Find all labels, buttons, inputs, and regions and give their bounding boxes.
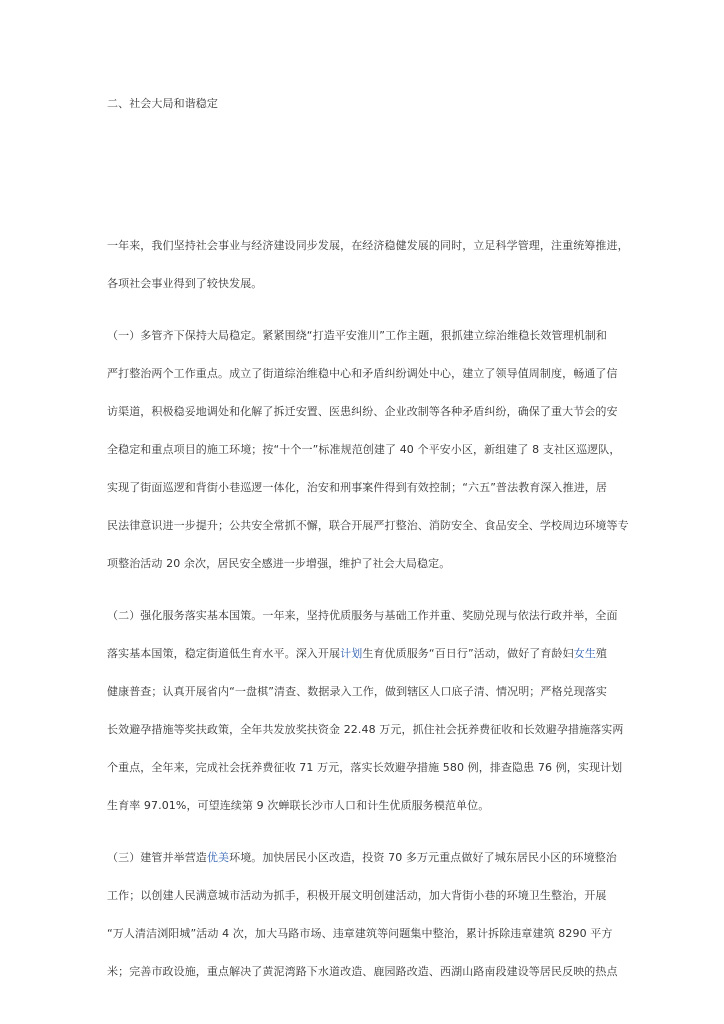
para2-line-3: 健康普查；认真开展省内“一盘棋”清查、数据录入工作，做到辖区人口底子清、情况明；严格兑现落实 — [107, 685, 607, 698]
intro-line-2: 各项社会事业得到了较快发展。 — [107, 277, 263, 290]
para1-line-1: （一）多管齐下保持大局稳定。紧紧围绕“打造平安淮川”工作主题，狠抓建立综治维稳长效管理机制和 — [107, 329, 607, 342]
para2-line-6: 生育率 97.01%，可望连续第 9 次蝉联长沙市人口和计生优质服务模范单位。 — [107, 799, 490, 812]
para2-line-2-text-b: 生育优质服务“百日行”活动，做好了育龄妇 — [362, 647, 574, 660]
link-jihua[interactable]: 计划 — [340, 647, 363, 660]
para1-line-7: 项整治活动 20 余次，居民安全感进一步增强，维护了社会大局稳定。 — [107, 557, 451, 570]
para2-line-5: 个重点，全年来，完成社会抚养费征收 71 万元，落实长效避孕措施 580 例，排查隐患 76 例，实现计划 — [107, 761, 623, 774]
link-nvsheng[interactable]: 女生 — [573, 647, 596, 660]
para3-line-4: 米；完善市政设施，重点解决了黄泥湾路下水道改造、鹿园路改造、西湖山路南段建设等居民反映的热点 — [107, 965, 618, 978]
para3-line-1-text-a: （三）建管并举营造 — [107, 851, 207, 864]
link-youmei[interactable]: 优美 — [206, 851, 230, 864]
para2-line-2 — [107, 646, 607, 662]
para2-line-4: 长效避孕措施等奖扶政策，全年共发放奖扶资金 22.48 万元，抓住社会抚养费征收和长效避孕措施落实两 — [107, 723, 624, 736]
para1-line-4: 全稳定和重点项目的施工环境；按“十个一”标准规范创建了 40 个平安小区，新组建了 8 支社区巡逻队， — [107, 443, 621, 456]
para3-line-1 — [107, 850, 617, 866]
para1-line-3: 访渠道，积极稳妥地调处和化解了拆迁安置、医患纠纷、企业改制等各种矛盾纠纷，确保了重大节会的安 — [107, 405, 618, 418]
para3-line-3: “万人清洁浏阳城”活动 4 次，加大马路市场、违章建筑等问题集中整治，累计拆除违章建筑 8290 平方 — [107, 927, 613, 940]
para1-line-5: 实现了街面巡逻和背街小巷巡逻一体化，治安和刑事案件得到有效控制；“六五”普法教育深入推进，居 — [107, 481, 607, 494]
para3-line-1-text-b: 环境。加快居民小区改造，投资 70 多万元重点做好了城东居民小区的环境整治 — [229, 851, 617, 864]
para2-line-2-text-a: 落实基本国策，稳定街道低生育水平。深入开展 — [107, 647, 341, 660]
para1-line-2: 严打整治两个工作重点。成立了街道综治维稳中心和矛盾纠纷调处中心，建立了领导值周制度，畅通了信 — [107, 367, 618, 380]
intro-line-1: 一年来，我们坚持社会事业与经济建设同步发展，在经济稳健发展的同时，立足科学管理，注重统筹推进， — [107, 239, 629, 252]
para2-line-1: （二）强化服务落实基本国策。一年来，坚持优质服务与基础工作并重、奖励兑现与依法行政并举，全面 — [107, 609, 618, 622]
section-heading: 二、社会大局和谐稳定 — [107, 97, 218, 110]
para3-line-2: 工作；以创建人民满意城市活动为抓手，积极开展文明创建活动，加大背街小巷的环境卫生整治，开展 — [107, 889, 607, 902]
para1-line-6: 民法律意识进一步提升；公共安全常抓不懈，联合开展严打整治、消防安全、食品安全、学校周边环境等专 — [107, 519, 629, 532]
para2-line-2-text-c: 殖 — [595, 647, 608, 660]
